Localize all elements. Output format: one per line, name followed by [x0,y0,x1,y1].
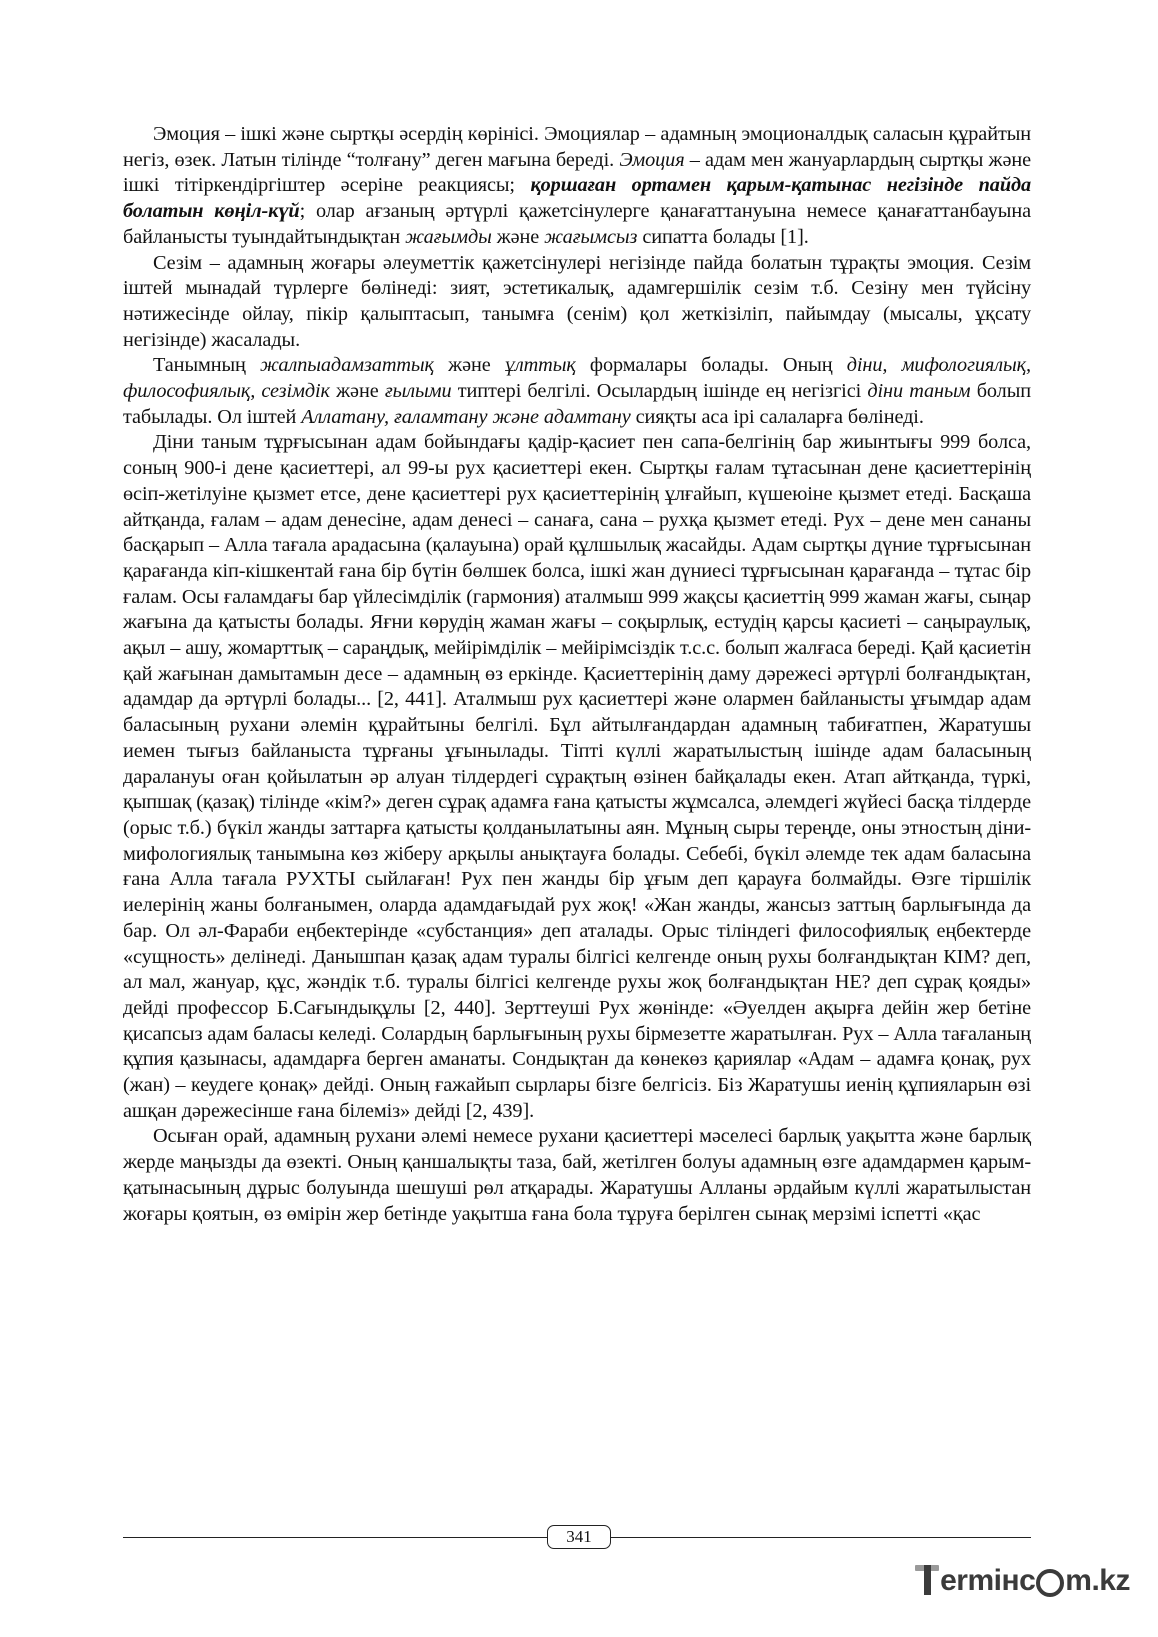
text-run: діни таным [867,380,971,403]
text-run: және [491,225,545,248]
page-number: 341 [547,1525,611,1549]
logo-t-icon [915,1563,939,1599]
text-run: Эмоция [619,148,685,171]
text-run: формалары болады. Оның [575,354,847,377]
paragraph [123,251,1031,354]
text-run: жағымсыз [544,225,638,248]
text-run: ұлттық [504,354,576,377]
text-run: және [329,380,385,403]
paragraph [123,430,1031,1124]
text-run: Эмоция – ішкі және сыртқы әсердің көрінісі. Эмоциялар – адамның эмоционалдық саласын құрайтын негіз, өзек. Латын тілінде “толғану” деген мағына береді. [123,123,1031,171]
text-run: Аллатану, ғаламтану және адамтану [301,405,631,428]
text-run: – адам мен жануарлардың сыртқы және ішкі тітіркендіргіштер әсеріне реакциясы; [123,148,1032,197]
page-footer [123,1525,1031,1551]
text-run: типтері белгілі. Осылардың ішінде ең негізгісі [451,380,868,403]
page-content [123,122,1031,1512]
logo-text-part-2: m.kz [1065,1564,1130,1597]
text-run: сияқты аса ірі салаларға бөлінеді. [630,405,924,428]
paragraph [123,353,1031,430]
text-run: діни, мифологиялық, философиялық, сезімдік [123,354,1031,403]
text-run: ғылыми [384,380,452,403]
text-run: Танымның [153,354,260,377]
logo-o-ring-icon [1036,1569,1064,1597]
text-run: сипатта болады [1]. [637,225,809,248]
paragraph [123,1124,1031,1227]
text-run: Осыған орай, адамның рухани әлемі немесе рухани қасиеттері мәселесі барлық уақытта және барлық жерде маңызды да өзекті. Оның қаншалықты таза, бай, жетілген болуы адамның өзге адамдармен қарым-қатынасының дұрыс болуында шешуші рөл атқарады. Жаратушы Алланы әрдайым күллі жаратылыстан жоғары қоятын, өз өмірін жер бетінде уақытша ғана бола тұруға берілген сынақ мерзімі іспетті «қас [123,1125,1031,1225]
body-text [123,122,1031,1227]
paragraph [123,122,1031,251]
text-run: Діни таным тұрғысынан адам бойындағы қадір-қасиет пен сапа-белгінің бар жиынтығы 999 болса, соның 900-і дене қасиеттері, ал 99-ы рух қасиеттері екен. Сыртқы ғалам тұтасынан дене қасиеттерінің өсіп-жетілуіне қызмет етсе, дене қасиеттері рух қасиеттерінің ұлғайып, күшеюіне қызмет етеді. Басқаша айтқанда, ғалам – адам денесіне, адам денесі – санаға, сана – рухқа қызмет етеді. Рух – дене мен сананы басқарып – Алла тағала арадасына (қалауына) орай құлшылық жасайды. Адам сыртқы дүние тұрғысынан қарағанда кіп-кішкентай ғана бір бүтін бөлшек болса, ішкі жан дүниесі тұрғысынан қарағанда – тұтас бір ғалам. Осы ғаламдағы бар үйлесімділік (гармония) аталмыш 999 жақсы қасиеттің 999 жаман жағы, сыңар жағына да қатысты болады. Яғни көрудің жаман жағы – соқырлық, естудің қарсы қасиеті – саңыраулық, ақыл – ашу, жомарттық – сараңдық, мейірімділік – мейірімсіздік т.с.с. болып жалғаса береді. Қай қасиетін қай жағынан дамытамын десе – адамның өз еркінде. Қасиеттерінің даму дәрежесі әртүрлі болғандықтан, адамдар да әртүрлі болады... [2, 441]. Аталмыш рух қасиеттері және олармен байланысты ұғымдар адам баласының рухани әлемін құрайтыны белгілі. Бұл айтылғандардан адамның табиғатпен, Жаратушы иемен тығыз байланыста тұрғаны ұғынылады. Тіпті күллі жаратылыстың ішінде адам баласының даралануы оған қойылатын әр алуан тілдердегі сұрақтың өзінен байқалады екен. Атап айтқанда, түркі, қыпшақ (қазақ) тілінде «кім?» деген сұрақ адамға ғана қатысты жұмсалса, әлемдегі жүйесі басқа тілдерде (орыс т.б.) бүкіл жанды заттарға қатысты қолданылатыны аян. Мұның сыры тереңде, оны этностың діни-мифологиялық танымына көз жіберу арқылы анықтауға болады. Себебі, бүкіл әлемде тек адам баласына ғана Алла тағала РУХТЫ сыйлаған! Рух пен жанды бір ұғым деп қарауға болмайды. Өзге тіршілік иелерінің жаны болғанымен, оларда адамдағыдай рух жоқ! «Жан жанды, жансыз заттың барлығында да бар. Ол әл-Фараби еңбектерінде «субстанция» деп аталады. Орыс тіліндегі философиялық еңбектерде «сущность» делінеді. Данышпан қазақ адам туралы білгісі келгенде оның рухы болғандықтан КІМ? деп, ал мал, жануар, құс, жәндік т.б. туралы білгісі келгенде рухы жоқ болғандықтан НЕ? деп сұрақ қояды» дейді профессор Б.Сағындықұлы [2, 440]. Зерттеуші Рух жөнінде: «Әуелден ақырға дейін жер бетіне қисапсыз адам баласы келеді. Солардың барлығының рухы бірмезетте жаратылған. Рух – Алла тағаланың құпия қазынасы, адамдарға берген аманаты. Сондықтан да көнекөз қариялар «Адам – адамға қонақ, рух (жан) – кеудеге қонақ» дейді. Оның ғажайып сырлары бізге белгісіз. Біз Жаратушы иенің құпияларын өзі ашқан дәрежесінше ғана білеміз» дейді [2, 439]. [123,431,1031,1122]
text-run: болып табылады. Ол іштей [123,380,1031,428]
text-run: Сезім – адамның жоғары әлеуметтік қажетсінулері негізінде пайда болатын тұрақты эмоция. Сезім іштей мынадай түрлерге бөлінеді: зият, эстетикалық, адамгершілік сезім т.б. Сезіну мен түйсіну нәтижесінде ойлау, пікір қалыптасып, танымға (сенім) қол жеткізіліп, пайымдау (мысалы, ұқсату негізінде) жасалады. [123,251,1031,351]
termincom-watermark-logo [915,1559,1130,1603]
text-run: қоршаған ортамен қарым-қатынас негізінде пайда болатын көңіл-күй [123,174,1031,223]
text-run: ; олар ағзаның әртүрлі қажетсінулерге қанағаттануына немесе қанағаттанбауына байланысты туындайтындықтан [123,200,1031,248]
text-run: жалпыадамзаттық [259,354,434,377]
text-run: жағымды [405,225,492,248]
text-run: және [433,354,505,377]
logo-text-part-1: ermінc [940,1564,1036,1597]
